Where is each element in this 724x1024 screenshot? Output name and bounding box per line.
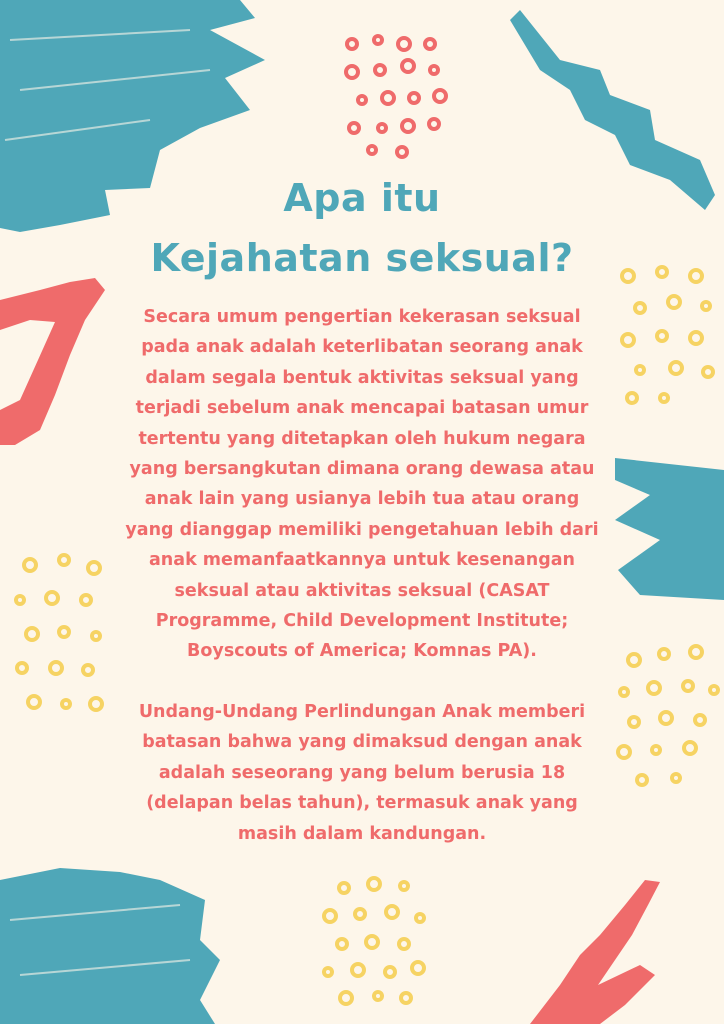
poster-title <box>120 168 604 288</box>
teal-brush-bottom-left <box>0 868 220 1024</box>
title-line-1: Apa itu <box>283 176 441 220</box>
yellow-dots-right-lower <box>618 646 718 785</box>
title-line-2: Kejahatan seksual? <box>150 236 574 280</box>
yellow-dots-right-upper <box>622 267 713 403</box>
coral-zigzag-left <box>0 278 105 445</box>
yellow-dots-left <box>16 555 102 710</box>
law-paragraph: Undang-Undang Perlindungan Anak memberi batasan bahwa yang dimaksud dengan anak adalah seseorang yang belum berusia 18 (delapan belas tahun), termasuk anak yang masih dalam kandungan. <box>138 701 586 844</box>
coral-zigzag-bottom-right <box>530 880 660 1024</box>
definition-paragraph: Secara umum pengertian kekerasan seksual pada anak adalah keterlibatan seorang anak dalam segala bentuk aktivitas seksual yang terjadi sebelum anak mencapai batasan umur tertentu yang ditetapkan oleh hukum negara yang bersangkutan dimana orang dewasa atau anak lain yang usianya lebih tua atau orang yang dianggap memiliki pengetahuan lebih dari anak memanfaatkannya untuk kesenangan seksual atau aktivitas seksual (CASAT Programme, Child Development Institute; Boyscouts of America; Komnas PA). <box>125 307 599 662</box>
poster-content <box>120 168 604 849</box>
yellow-dots-bottom <box>324 878 424 1004</box>
teal-brush-right <box>615 458 724 600</box>
coral-dots-cluster <box>346 36 446 157</box>
